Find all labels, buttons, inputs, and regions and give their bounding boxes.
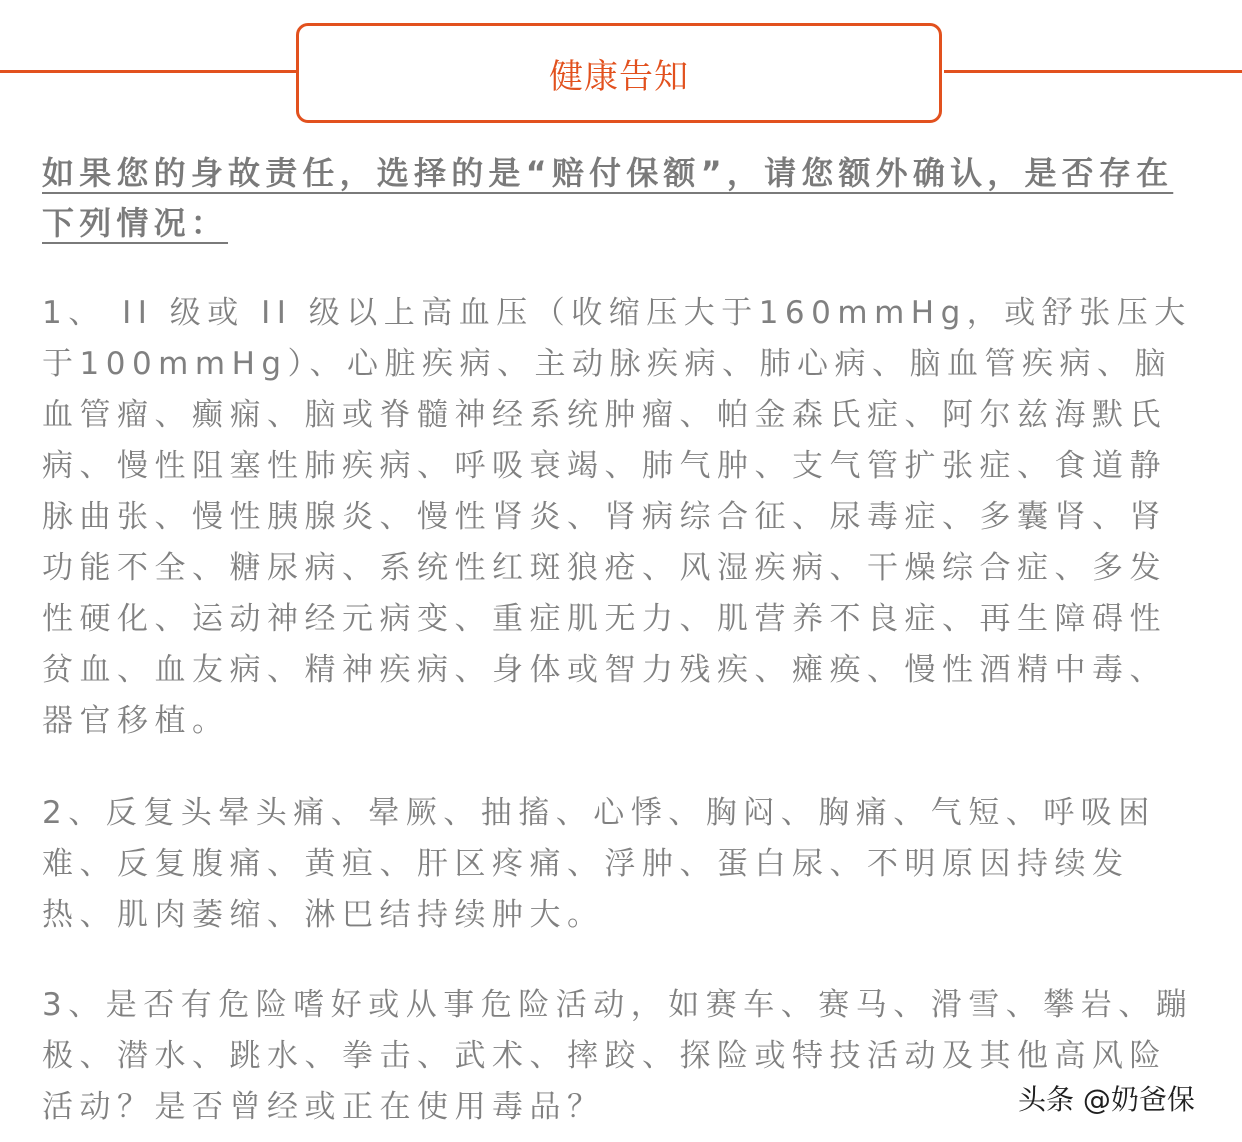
section-header [0,0,1242,140]
header-divider-right [944,70,1242,73]
condition-item-3: 3、是否有危险嗜好或从事危险活动，如赛车、赛马、滑雪、攀岩、蹦极、潜水、跳水、拳击、武术、摔跤、探险或特技活动及其他高风险活动？是否曾经或正在使用毒品？ [42,987,1194,1125]
condition-item-2: 2、反复头晕头痛、晕厥、抽搐、心悸、胸闷、胸痛、气短、呼吸困难、反复腹痛、黄疸、肝区疼痛、浮肿、蛋白尿、不明原因持续发热、肌肉萎缩、淋巴结持续肿大。 [42,795,1156,933]
page-title: 健康告知 [549,56,689,97]
intro-notice [42,148,1202,248]
watermark: 头条 @奶爸保 [1018,1083,1195,1116]
intro-text: 如果您的身故责任，选择的是“赔付保额”，请您额外确认，是否存在下列情况： [42,154,1174,242]
condition-item-1: 1、 II 级或 II 级以上高血压（收缩压大于160mmHg，或舒张压大于100mmHg）、心脏疾病、主动脉疾病、肺心病、脑血管疾病、脑血管瘤、癫痫、脑或脊髓神经系统肿瘤、帕金森氏症、阿尔兹海默氏病、慢性阻塞性肺疾病、呼吸衰竭、肺气肿、支气管扩张症、食道静脉曲张、慢性胰腺炎、慢性肾炎、肾病综合征、尿毒症、多囊肾、肾功能不全、糖尿病、系统性红斑狼疮、风湿疾病、干燥综合症、多发性硬化、运动神经元病变、重症肌无力、肌营养不良症、再生障碍性贫血、血友病、精神疾病、身体或智力残疾、瘫痪、慢性酒精中毒、器官移植。 [42,295,1192,739]
header-divider-left [0,70,298,73]
title-box [296,23,942,123]
